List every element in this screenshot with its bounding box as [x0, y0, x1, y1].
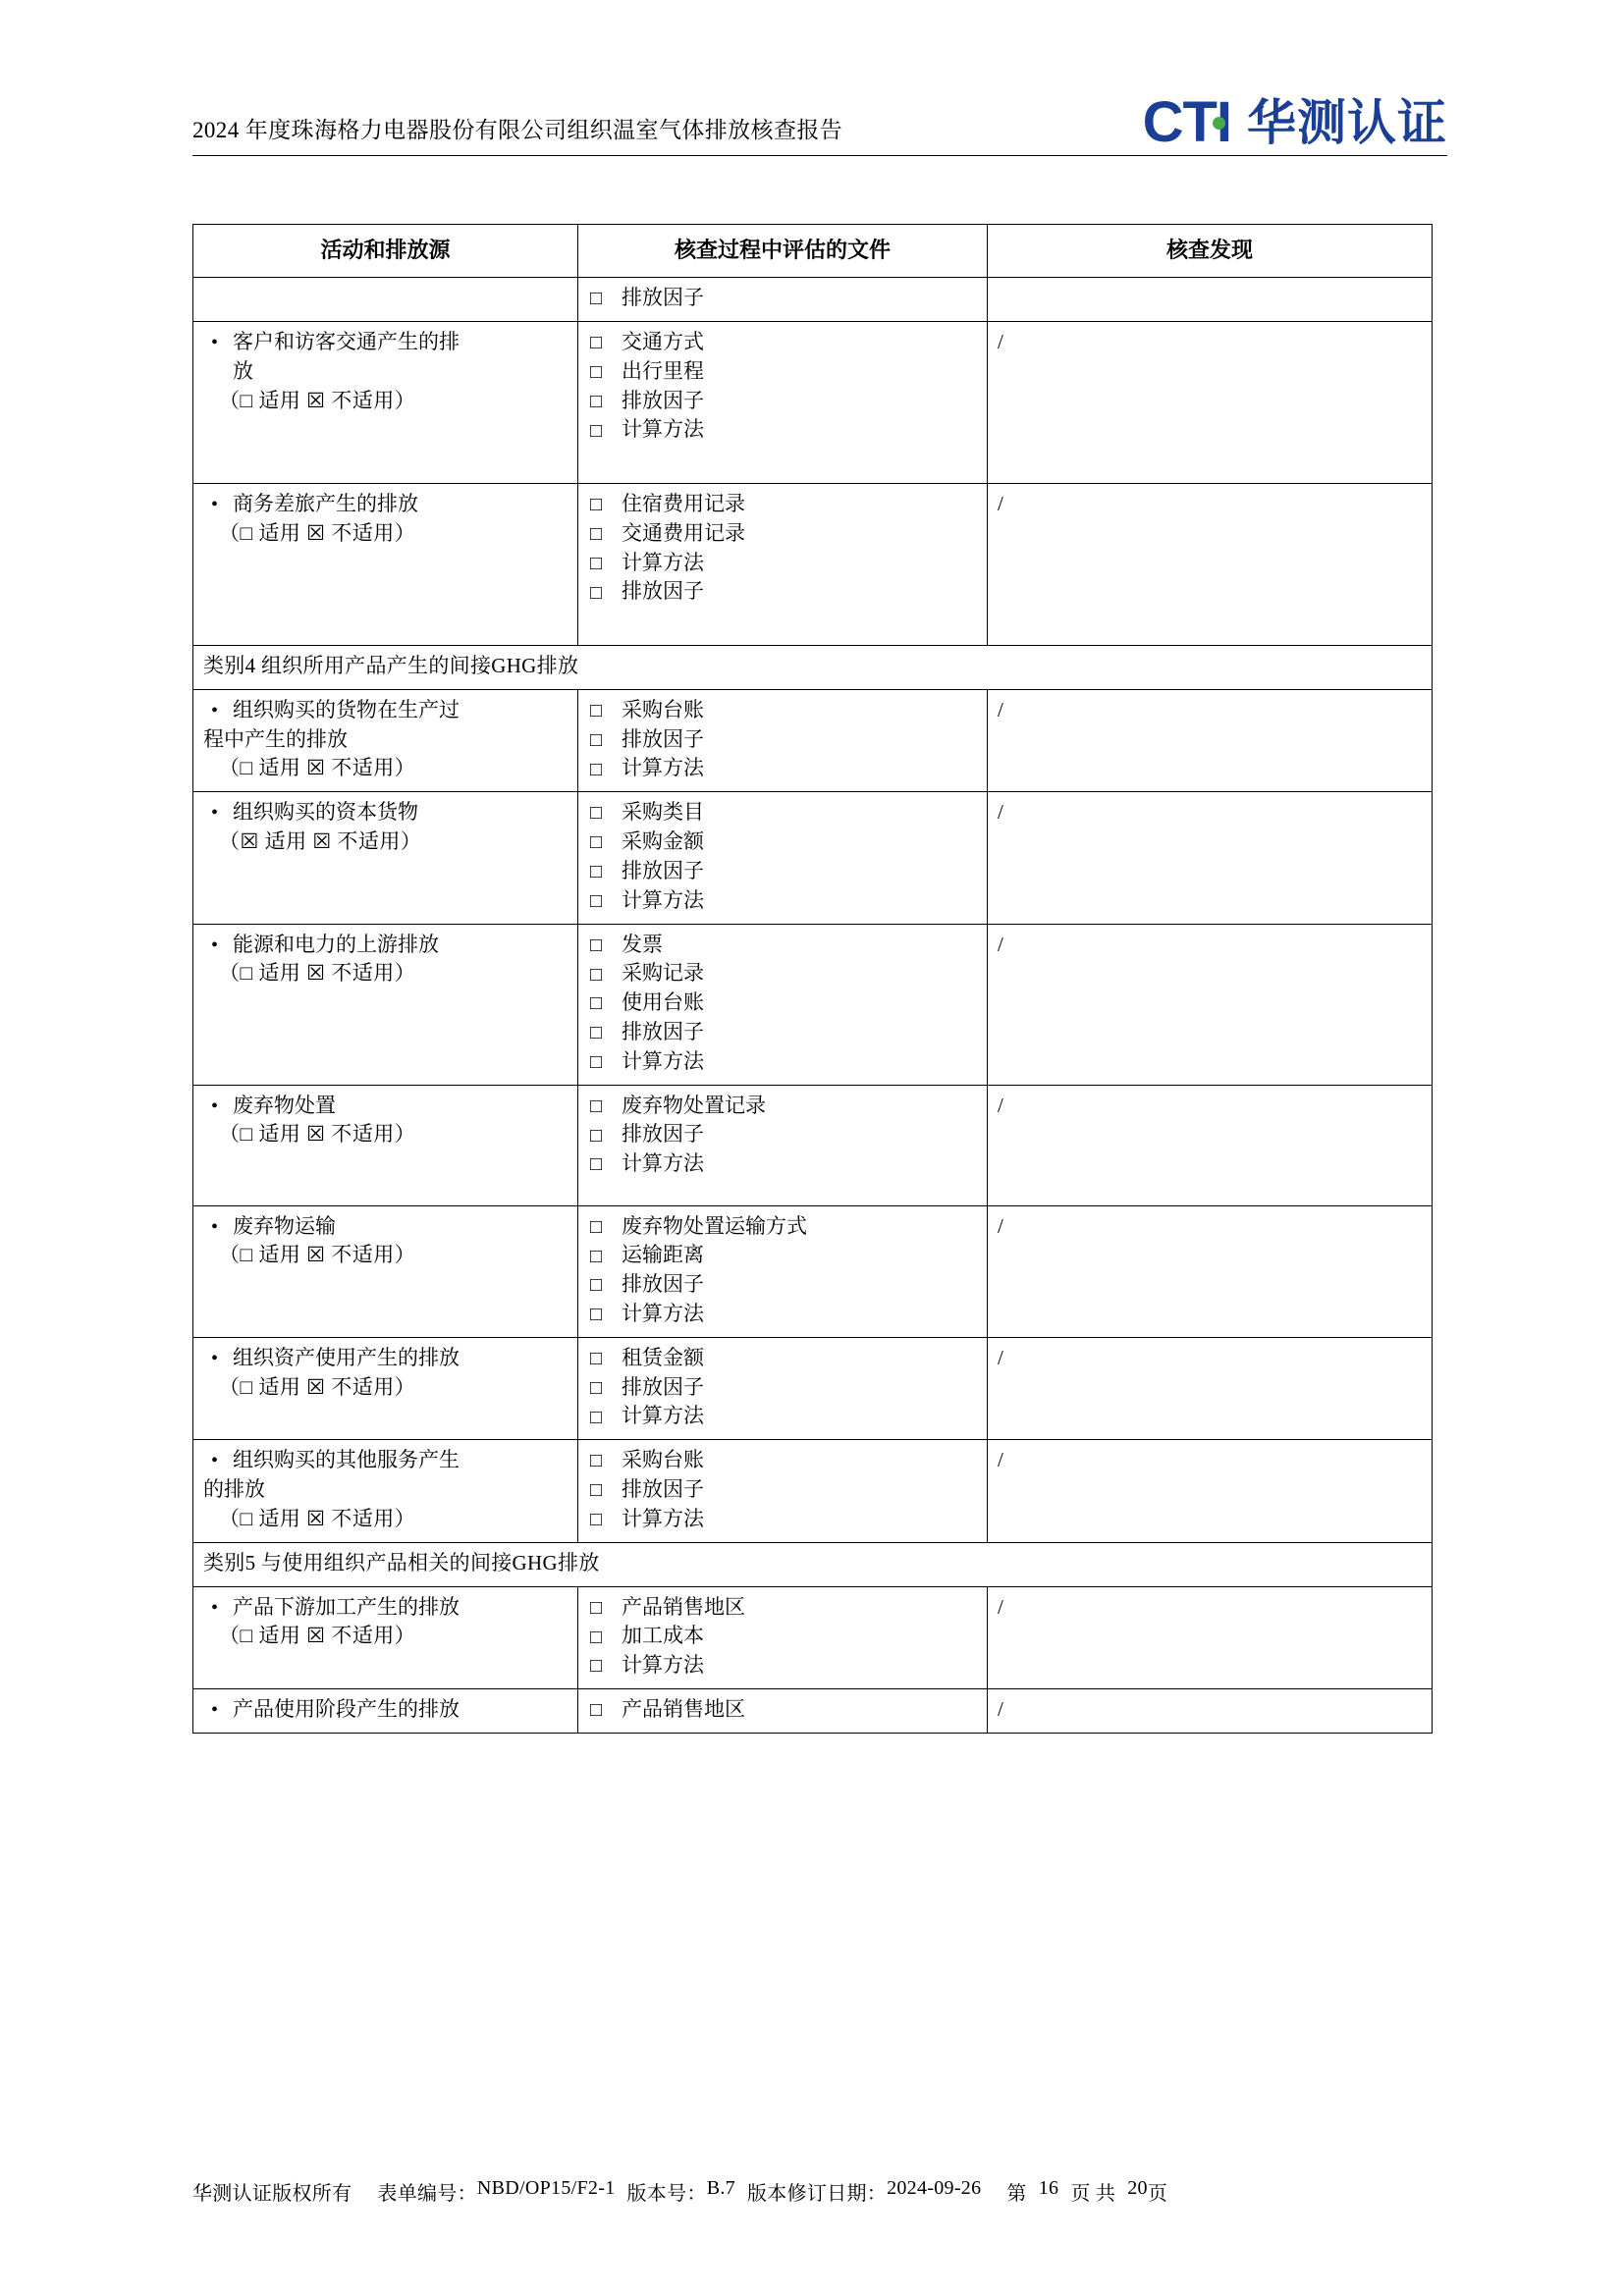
document-item: □ 计算方法	[588, 1651, 977, 1681]
header-title: 2024 年度珠海格力电器股份有限公司组织温室气体排放核查报告	[192, 118, 843, 142]
checkbox-empty-icon: □	[590, 934, 603, 956]
document-item: □ 计算方法	[588, 415, 977, 445]
activity-line: 的排放	[203, 1477, 265, 1502]
checkbox-empty-icon: □	[590, 1215, 603, 1238]
checkbox-empty-icon: □	[590, 1245, 603, 1267]
activity-line: • 商务差旅产生的排放	[203, 490, 568, 519]
finding-cell: /	[988, 792, 1433, 924]
finding-cell: /	[988, 1440, 1433, 1542]
document-item: □ 计算方法	[588, 1505, 977, 1534]
finding-cell: /	[988, 484, 1433, 646]
checkbox-empty-icon: □	[590, 552, 603, 574]
table-row	[193, 484, 1433, 646]
document-item: □ 交通费用记录	[588, 519, 977, 549]
document-item: □ 采购台账	[588, 696, 977, 725]
bullet-icon: •	[211, 1215, 219, 1238]
documents-cell	[578, 1586, 988, 1688]
activity-line: 放	[233, 358, 253, 383]
checkbox-empty-icon: □	[590, 802, 603, 825]
bullet-icon: •	[211, 699, 219, 721]
header-divider	[192, 155, 1447, 156]
column-header-findings: 核查发现	[988, 225, 1433, 278]
activity-line: • 能源和电力的上游排放	[203, 931, 568, 960]
table-section-row	[193, 1542, 1433, 1586]
document-item: □ 租赁金额	[588, 1344, 977, 1373]
document-item: □ 使用台账	[588, 988, 977, 1018]
document-item: □ 出行里程	[588, 357, 977, 387]
checkbox-empty-icon: □	[590, 861, 603, 883]
applicability-line: （□ 适用 ☒ 不适用）	[219, 1243, 416, 1267]
document-item: □ 加工成本	[588, 1622, 977, 1651]
table-row	[193, 1337, 1433, 1439]
document-item: □ 采购金额	[588, 828, 977, 857]
document-item: □ 废弃物处置运输方式	[588, 1212, 977, 1242]
document-item: □ 计算方法	[588, 754, 977, 783]
logo-text-cn: 华测认证	[1247, 95, 1447, 150]
checkbox-empty-icon: □	[590, 332, 603, 354]
bullet-icon: •	[211, 934, 219, 956]
activity-cell	[193, 1688, 578, 1733]
document-item: □ 交通方式	[588, 328, 977, 357]
finding-cell: /	[988, 322, 1433, 484]
activity-cell	[193, 792, 578, 924]
logo-text-en: CTI	[1142, 90, 1231, 154]
column-header-documents: 核查过程中评估的文件	[578, 225, 988, 278]
document-item: □ 产品销售地区	[588, 1593, 977, 1623]
checkbox-empty-icon: □	[590, 992, 603, 1015]
document-item: □ 排放因子	[588, 1018, 977, 1047]
footer-page-suffix: 页	[1147, 2183, 1168, 2205]
document-item: □ 排放因子	[588, 1120, 977, 1149]
bullet-icon: •	[211, 494, 219, 516]
document-item: □ 排放因子	[588, 725, 977, 755]
activity-cell	[193, 322, 578, 484]
document-item: □ 产品销售地区	[588, 1695, 977, 1725]
documents-cell	[578, 1440, 988, 1542]
checkbox-empty-icon: □	[590, 831, 603, 854]
applicability-line: （□ 适用 ☒ 不适用）	[219, 1506, 416, 1530]
applicability-line: （□ 适用 ☒ 不适用）	[219, 388, 416, 412]
bullet-icon: •	[211, 1698, 219, 1721]
document-item: □ 采购台账	[588, 1446, 977, 1475]
checkbox-empty-icon: □	[590, 390, 603, 412]
activity-cell	[193, 924, 578, 1085]
checkbox-empty-icon: □	[590, 1274, 603, 1297]
footer-version: B.7	[706, 2177, 735, 2199]
checkbox-empty-icon: □	[590, 1376, 603, 1399]
table-header-row	[193, 225, 1433, 278]
finding-cell: /	[988, 1337, 1433, 1439]
footer-copyright: 华测认证版权所有	[192, 2183, 352, 2205]
document-item: □ 采购类目	[588, 798, 977, 828]
document-item: □ 住宿费用记录	[588, 490, 977, 519]
table-row	[193, 1085, 1433, 1205]
documents-cell	[578, 1205, 988, 1337]
checkbox-empty-icon: □	[590, 728, 603, 751]
checkbox-empty-icon: □	[590, 1022, 603, 1044]
footer-form-no-label: 表单编号：	[377, 2183, 477, 2205]
activity-cell	[193, 278, 578, 322]
cti-logo	[1142, 90, 1447, 154]
checkbox-empty-icon: □	[590, 419, 603, 442]
checkbox-empty-icon: □	[590, 1124, 603, 1147]
verification-table	[192, 224, 1433, 1734]
checkbox-empty-icon: □	[590, 1095, 603, 1117]
checkbox-empty-icon: □	[590, 1655, 603, 1678]
table-row	[193, 689, 1433, 791]
document-item: □ 计算方法	[588, 1047, 977, 1077]
activity-line: • 废弃物运输	[203, 1212, 568, 1242]
bullet-icon: •	[211, 332, 219, 354]
section-label: 类别4 组织所用产品产生的间接GHG排放	[193, 646, 1433, 690]
footer-page-total: 20	[1127, 2177, 1148, 2199]
checkbox-empty-icon: □	[590, 1153, 603, 1176]
table-row	[193, 1688, 1433, 1733]
checkbox-empty-icon: □	[590, 1050, 603, 1073]
footer-page-middle: 页 共	[1070, 2183, 1116, 2205]
checkbox-empty-icon: □	[590, 1626, 603, 1648]
document-item: □ 计算方法	[588, 1402, 977, 1431]
activity-line: • 组织资产使用产生的排放	[203, 1344, 568, 1373]
document-item: □ 计算方法	[588, 1300, 977, 1329]
footer-page-current: 16	[1038, 2177, 1059, 2199]
table-row	[193, 1205, 1433, 1337]
bullet-icon: •	[211, 1450, 219, 1472]
finding-cell: /	[988, 689, 1433, 791]
applicability-line: （☒ 适用 ☒ 不适用）	[219, 829, 422, 854]
checkbox-empty-icon: □	[590, 963, 603, 986]
checkbox-empty-icon: □	[590, 1348, 603, 1370]
table-row	[193, 924, 1433, 1085]
applicability-line: （□ 适用 ☒ 不适用）	[219, 1624, 416, 1648]
document-item: □ 排放因子	[588, 1475, 977, 1505]
bullet-icon: •	[211, 1095, 219, 1117]
finding-cell: /	[988, 1085, 1433, 1205]
documents-cell	[578, 484, 988, 646]
activity-cell	[193, 484, 578, 646]
activity-line: 程中产生的排放	[203, 726, 348, 751]
table-row	[193, 1586, 1433, 1688]
document-item: □ 计算方法	[588, 886, 977, 916]
checkbox-empty-icon: □	[590, 700, 603, 722]
applicability-line: （□ 适用 ☒ 不适用）	[219, 1122, 416, 1147]
document-item: □ 计算方法	[588, 549, 977, 578]
section-label: 类别5 与使用组织产品相关的间接GHG排放	[193, 1542, 1433, 1586]
document-item: □ 排放因子	[588, 387, 977, 416]
page-header	[192, 90, 1447, 154]
activity-cell	[193, 1205, 578, 1337]
activity-line: • 组织购买的资本货物	[203, 798, 568, 828]
document-item: □ 排放因子	[588, 1270, 977, 1300]
activity-line: • 组织购买的其他服务产生	[203, 1446, 568, 1475]
checkbox-empty-icon: □	[590, 1596, 603, 1619]
finding-cell	[988, 278, 1433, 322]
document-item: □ 排放因子	[588, 857, 977, 886]
document-item: □ 废弃物处置记录	[588, 1092, 977, 1121]
bullet-icon: •	[211, 1596, 219, 1619]
activity-line: • 产品下游加工产生的排放	[203, 1593, 568, 1623]
documents-cell	[578, 322, 988, 484]
table-section-row	[193, 646, 1433, 690]
applicability-line: （□ 适用 ☒ 不适用）	[219, 756, 416, 780]
document-item: □ 排放因子	[588, 284, 977, 313]
activity-line: • 组织购买的货物在生产过	[203, 696, 568, 725]
table-row	[193, 1440, 1433, 1542]
documents-cell	[578, 689, 988, 791]
applicability-line: （□ 适用 ☒ 不适用）	[219, 520, 416, 545]
bullet-icon: •	[211, 1347, 219, 1369]
document-item: □ 采购记录	[588, 959, 977, 988]
activity-cell	[193, 1440, 578, 1542]
documents-cell	[578, 1688, 988, 1733]
documents-cell	[578, 924, 988, 1085]
applicability-line: （□ 适用 ☒ 不适用）	[219, 961, 416, 986]
document-item: □ 计算方法	[588, 1149, 977, 1179]
checkbox-empty-icon: □	[590, 494, 603, 516]
finding-cell: /	[988, 1586, 1433, 1688]
footer-page-prefix: 第	[1006, 2183, 1027, 2205]
footer-revision-date: 2024-09-26	[887, 2177, 982, 2199]
footer-revision-label: 版本修订日期：	[746, 2183, 888, 2205]
checkbox-empty-icon: □	[590, 1450, 603, 1472]
activity-cell	[193, 689, 578, 791]
activity-cell	[193, 1586, 578, 1688]
table-row	[193, 278, 1433, 322]
document-item: □ 排放因子	[588, 1373, 977, 1403]
table-row	[193, 322, 1433, 484]
footer-version-label: 版本号：	[626, 2183, 707, 2205]
document-item: □ 发票	[588, 931, 977, 960]
activity-line: • 产品使用阶段产生的排放	[203, 1695, 568, 1725]
checkbox-empty-icon: □	[590, 1479, 603, 1502]
activity-cell	[193, 1337, 578, 1439]
checkbox-empty-icon: □	[590, 889, 603, 912]
documents-cell	[578, 278, 988, 322]
checkbox-empty-icon: □	[590, 758, 603, 780]
document-item: □ 排放因子	[588, 577, 977, 607]
documents-cell	[578, 1085, 988, 1205]
checkbox-empty-icon: □	[590, 1406, 603, 1428]
finding-cell: /	[988, 1688, 1433, 1733]
applicability-line: （□ 适用 ☒ 不适用）	[219, 1374, 416, 1399]
documents-cell	[578, 1337, 988, 1439]
checkbox-empty-icon: □	[590, 361, 603, 384]
checkbox-empty-icon: □	[590, 1304, 603, 1326]
document-item: □ 运输距离	[588, 1241, 977, 1270]
checkbox-empty-icon: □	[590, 523, 603, 546]
checkbox-empty-icon: □	[590, 1509, 603, 1531]
table-row	[193, 792, 1433, 924]
activity-line: • 客户和访客交通产生的排	[203, 328, 568, 357]
finding-cell: /	[988, 1205, 1433, 1337]
activity-cell	[193, 1085, 578, 1205]
documents-cell	[578, 792, 988, 924]
bullet-icon: •	[211, 802, 219, 825]
checkbox-empty-icon: □	[590, 581, 603, 604]
finding-cell: /	[988, 924, 1433, 1085]
activity-line: • 废弃物处置	[203, 1092, 568, 1121]
footer-form-no: NBD/OP15/F2-1	[476, 2177, 616, 2199]
checkbox-empty-icon: □	[590, 288, 603, 310]
checkbox-empty-icon: □	[590, 1699, 603, 1722]
page-footer	[192, 2177, 1447, 2206]
column-header-activity: 活动和排放源	[193, 225, 578, 278]
